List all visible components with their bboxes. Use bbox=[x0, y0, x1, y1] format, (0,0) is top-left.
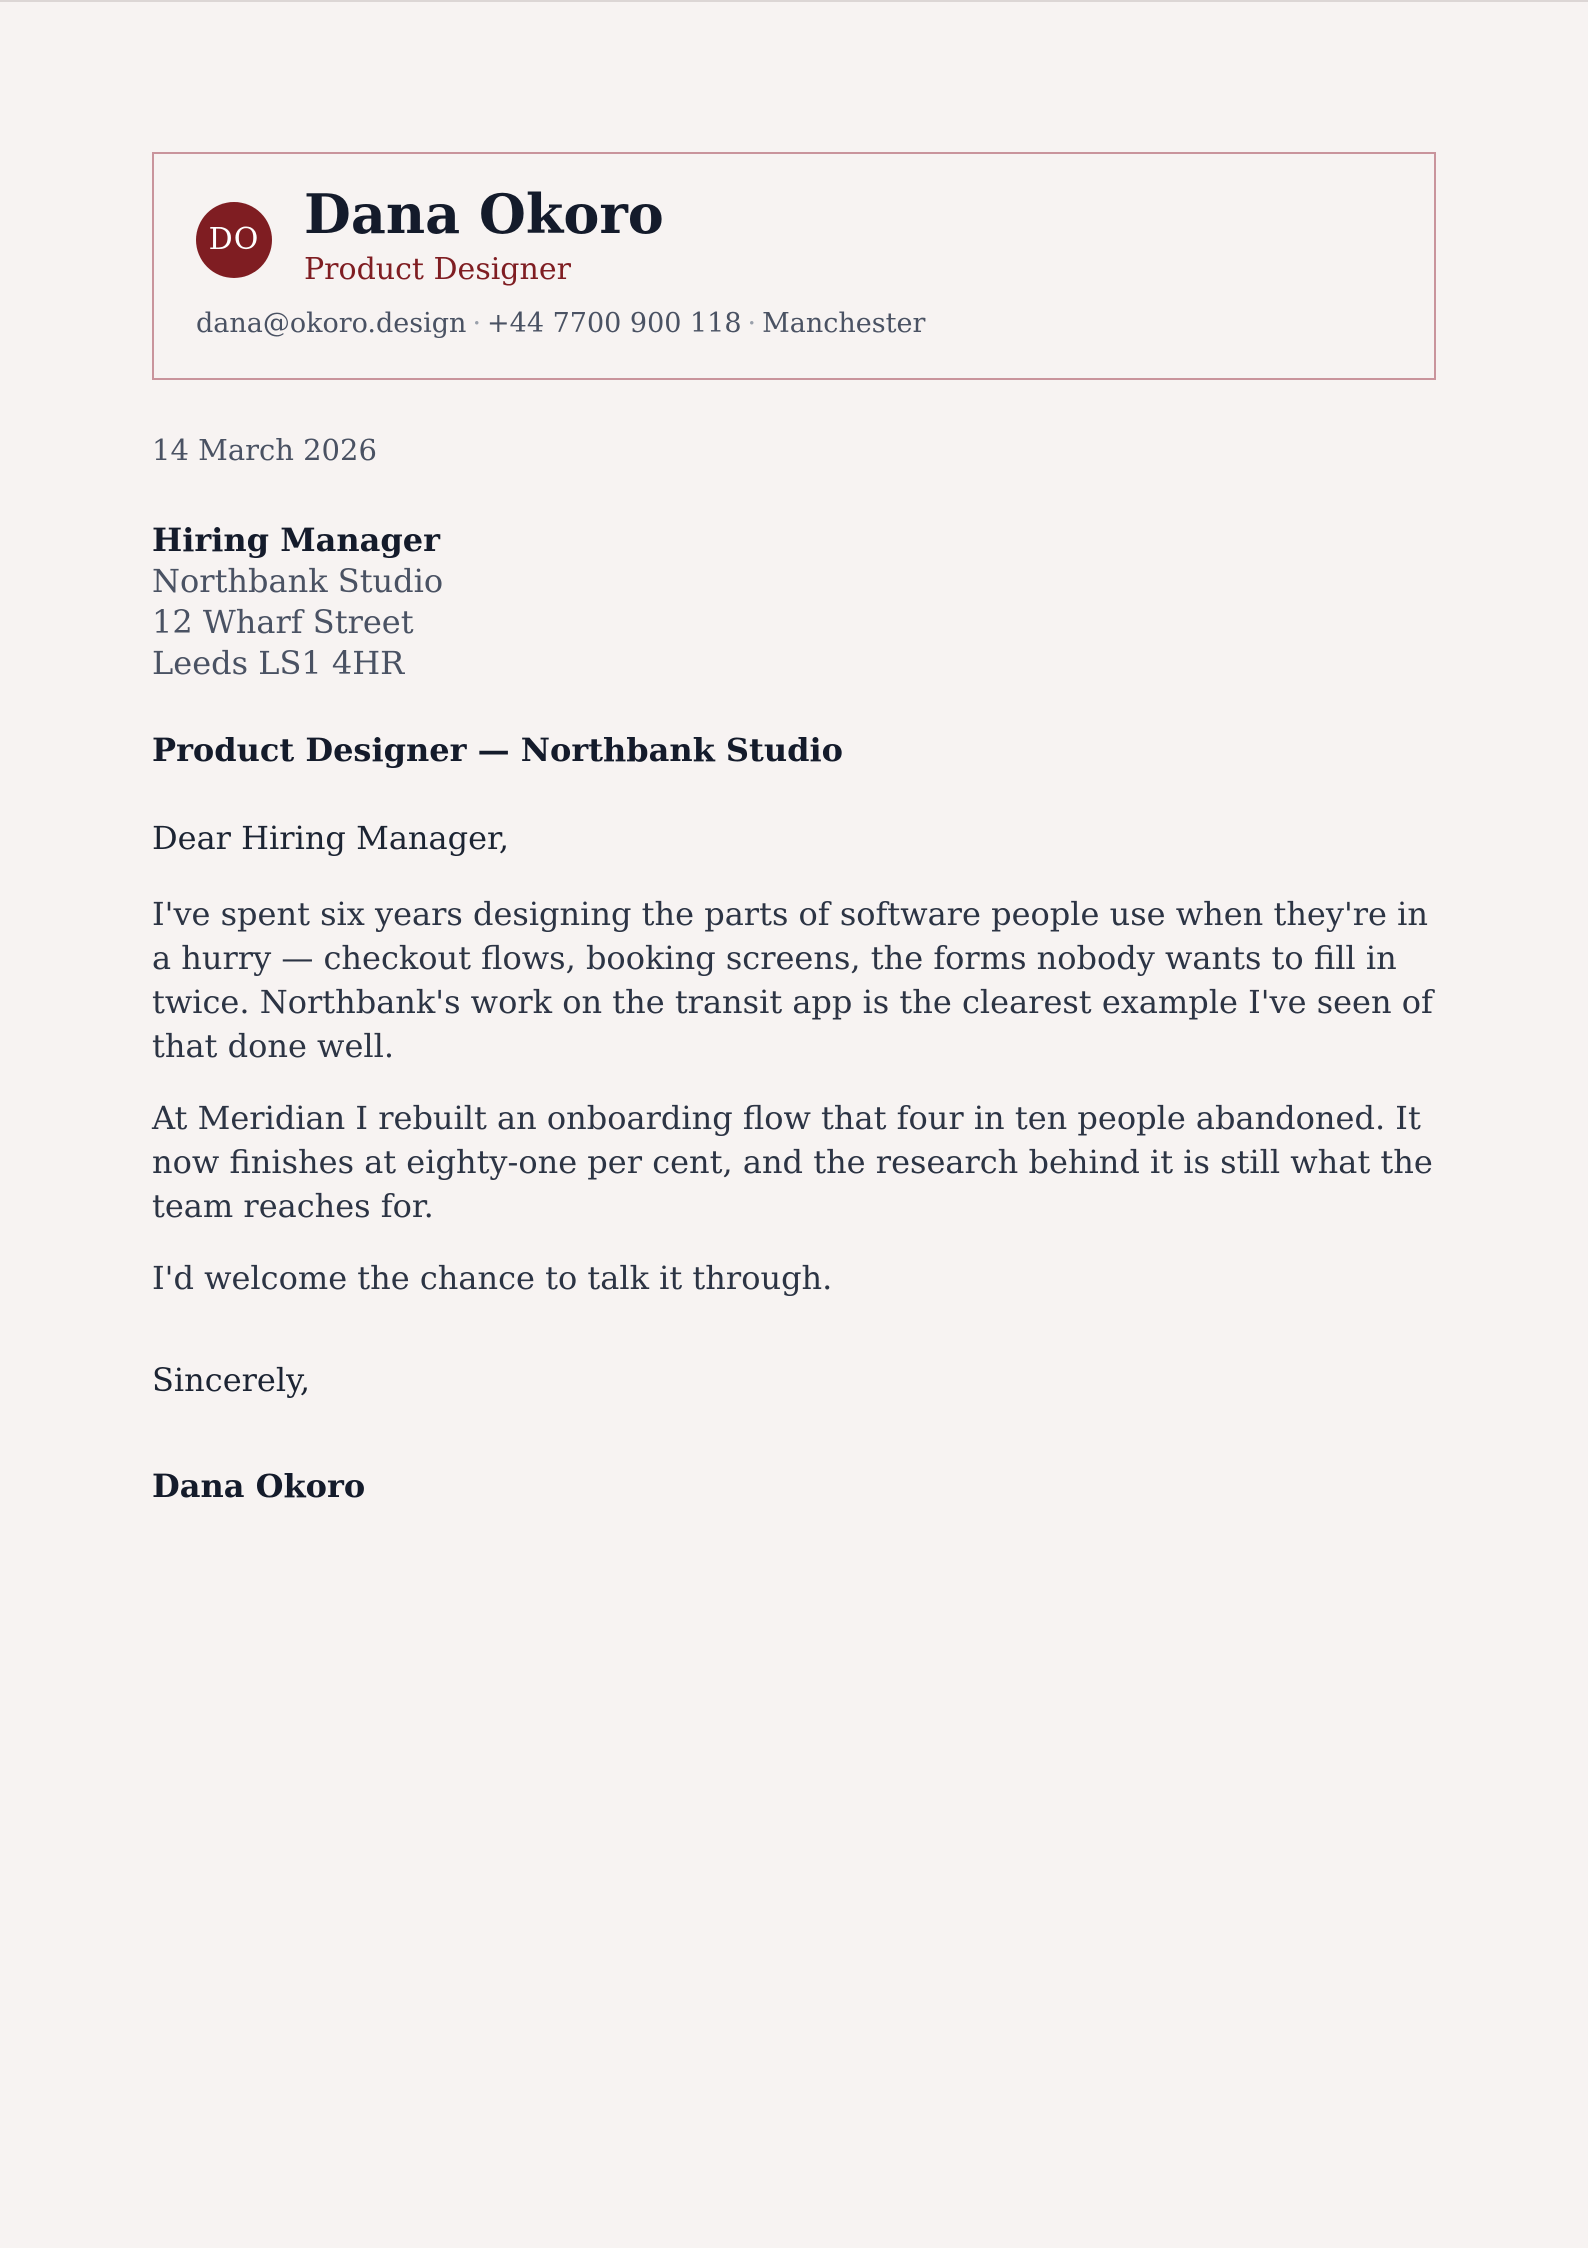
recipient-street: 12 Wharf Street bbox=[152, 603, 414, 641]
contact-email: dana@okoro.design bbox=[196, 308, 467, 339]
avatar-initials: DO bbox=[196, 202, 272, 278]
contact-separator: · bbox=[747, 308, 757, 339]
contact-line bbox=[196, 306, 925, 342]
signature-name: Dana Okoro bbox=[152, 1467, 366, 1505]
recipient-company: Northbank Studio bbox=[152, 562, 444, 600]
contact-phone: +44 7700 900 118 bbox=[487, 308, 742, 339]
contact-separator: · bbox=[472, 308, 482, 339]
body-paragraph: I've spent six years designing the parts of software people use when they're in a hurry — checkout flows, booking screens, the forms nobody wants to fill in twice. Northbank's work on the transit app is the clearest example I've seen of that done well. bbox=[152, 895, 1433, 1065]
sender-role: Product Designer bbox=[304, 252, 571, 287]
closing: Sincerely, bbox=[152, 1361, 311, 1399]
body-paragraph: At Meridian I rebuilt an onboarding flow that four in ten people abandoned. It now finishes at eighty-one per cent, and the research behind it is still what the team reaches for. bbox=[152, 1099, 1433, 1225]
body-paragraph: I'd welcome the chance to talk it through. bbox=[152, 1259, 833, 1297]
sender-name: Dana Okoro bbox=[304, 182, 664, 246]
recipient-name: Hiring Manager bbox=[152, 521, 440, 559]
letter-body bbox=[152, 892, 1436, 1328]
contact-location: Manchester bbox=[762, 308, 926, 339]
recipient-address bbox=[152, 520, 443, 684]
salutation: Dear Hiring Manager, bbox=[152, 819, 509, 857]
letterhead bbox=[152, 152, 1436, 380]
letter-subject: Product Designer — Northbank Studio bbox=[152, 731, 843, 769]
recipient-city: Leeds LS1 4HR bbox=[152, 644, 405, 682]
letter-date: 14 March 2026 bbox=[152, 433, 377, 467]
